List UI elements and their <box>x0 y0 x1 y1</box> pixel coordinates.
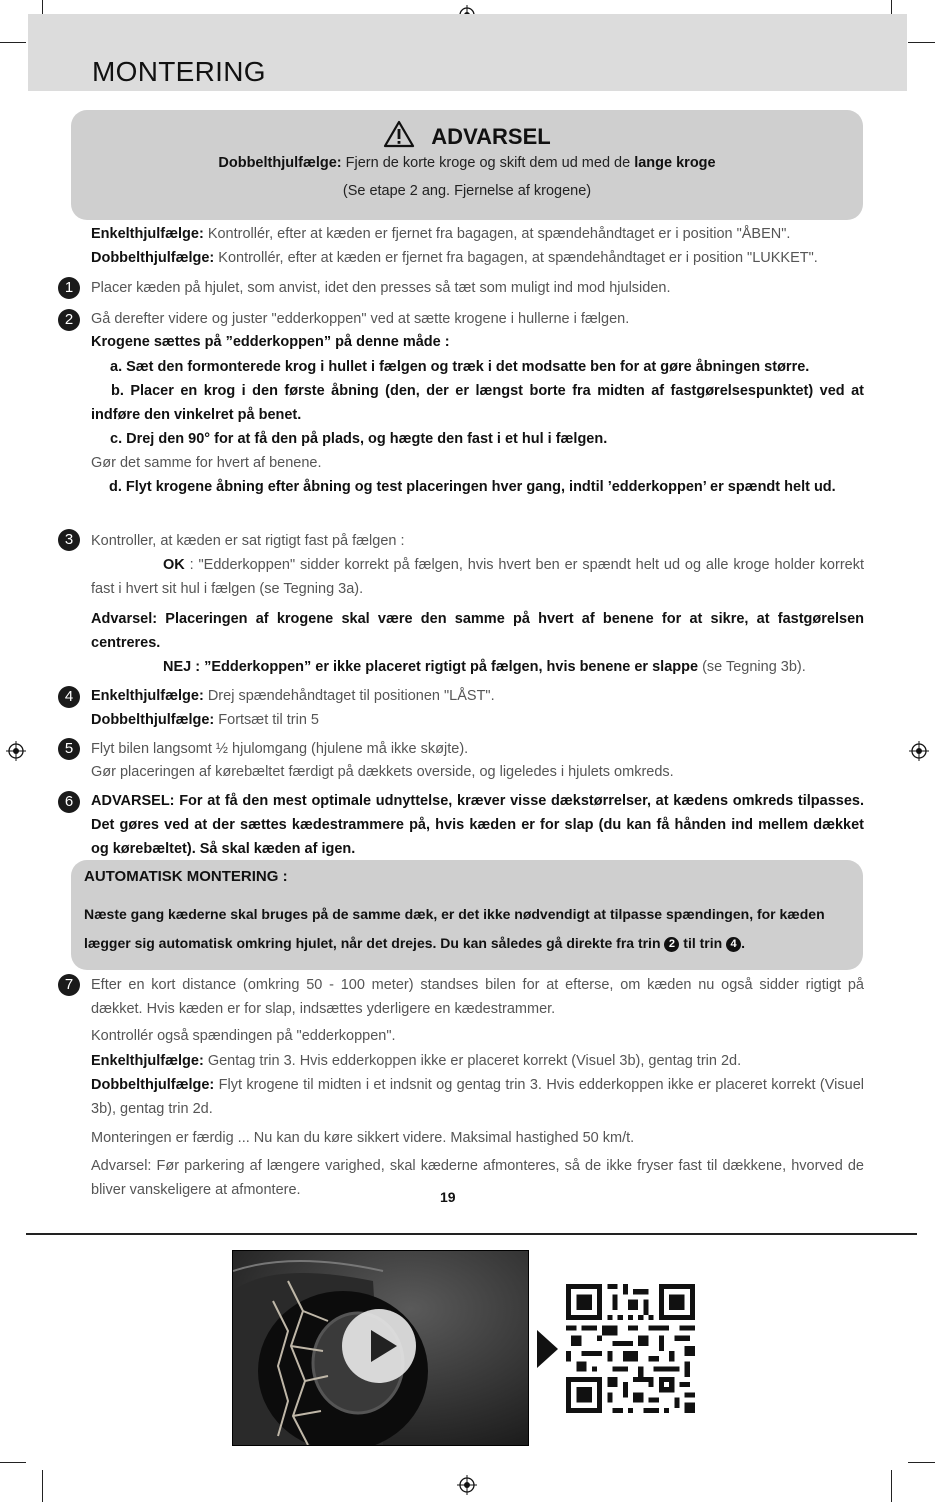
step-7-single-text: Gentag trin 3. Hvis edderkoppen ikke er placeret korrekt (Visuel 3b), gentag trin 2d. <box>203 1053 742 1069</box>
step-4-single-label: Enkelthjulfælge: <box>91 688 204 704</box>
step-number-4: 4 <box>58 686 80 708</box>
auto-mount-title: AUTOMATISK MONTERING : <box>84 868 288 885</box>
intro-single-label: Enkelthjulfælge: <box>91 226 204 242</box>
step-3-text: Kontroller, at kæden er sat rigtigt fast på fælgen : <box>91 533 405 549</box>
crop-mark <box>0 1462 26 1463</box>
step-2-text: Gå derefter videre og juster "edderkoppen" ved at sætte krogene i hullerne i fælgen. <box>91 311 630 327</box>
divider <box>26 1233 917 1235</box>
step-2d: d. Flyt krogene åbning efter åbning og test placeringen hver gang, indtil ’edderkoppen’ er spændt helt ud. <box>109 479 836 495</box>
step-3-ok <box>91 553 864 601</box>
ok-label: OK <box>163 557 185 573</box>
intro-double-text: Kontrollér, efter at kæden er fjernet fra bagagen, at spændehåndtaget er i position "LUKKET". <box>214 250 818 266</box>
nej-label: NEJ : ”Edderkoppen” er ikke placeret rigtigt på fælgen, hvis benene er slappe <box>163 659 699 675</box>
ok-text: : "Edderkoppen" sidder korrekt på fælgen, hvis hvert ben er spændt helt ud og alle kroge holder korrekt fast i hvert sit hul i fælgen (se Tegning 3a). <box>91 557 864 597</box>
step-number-5: 5 <box>58 738 80 760</box>
step-7-double-label: Dobbelthjulfælge: <box>91 1077 215 1093</box>
arrow-right-icon <box>537 1330 558 1368</box>
warning-heading-text: ADVARSEL <box>431 124 551 149</box>
step-number-7: 7 <box>58 974 80 996</box>
intro-single-text: Kontrollér, efter at kæden er fjernet fra bagagen, at spændehåndtaget er i position "ÅBEN". <box>203 226 791 242</box>
page-number: 19 <box>440 1189 456 1205</box>
crop-mark <box>891 1470 892 1502</box>
registration-mark-icon <box>457 1475 477 1495</box>
warning-emphasis: lange kroge <box>634 155 716 171</box>
qr-code[interactable] <box>566 1284 695 1413</box>
crop-mark <box>0 42 26 43</box>
step-2b: b. Placer en krog i den første åbning (den, der er længst borte fra midten af fastgørelsespunktet) ved at indføre den vinkelret på benet. <box>91 383 864 423</box>
step-4-double <box>91 708 864 732</box>
step-4-single <box>91 684 864 708</box>
crop-mark <box>908 42 935 43</box>
step-5-line-1: Flyt bilen langsomt ½ hjulomgang (hjulene må ikke skøjte). <box>91 741 469 757</box>
play-icon[interactable] <box>341 1308 417 1384</box>
warning-heading <box>71 120 863 150</box>
crop-mark <box>908 1462 935 1463</box>
intro-double <box>91 246 864 270</box>
step-2a: a. Sæt den formonterede krog i hullet i fælgen og træk i det modsatte ben for at gøre åbningen større. <box>110 359 810 375</box>
step-4-double-text: Fortsæt til trin 5 <box>214 712 319 728</box>
warning-triangle-icon <box>383 120 415 148</box>
step-6-text: ADVARSEL: For at få den mest optimale udnyttelse, kræver visse dækstørrelser, at kædens omkreds tilpasses. Det gøres ved at der sættes kædestrammere på, hvis kæden er for slap (du kan få hånden ind mellem dækket og kørebæltet). Så skal kæden af igen. <box>91 793 864 857</box>
step-7-done: Monteringen er færdig ... Nu kan du køre sikkert videre. Maksimal hastighed 50 km/t. <box>91 1130 635 1146</box>
warning-line-2: (Se etape 2 ang. Fjernelse af krogene) <box>342 183 592 199</box>
step-2-same: Gør det samme for hvert af benene. <box>91 455 322 471</box>
page-title: MONTERING <box>92 56 266 87</box>
step-1-text: Placer kæden på hjulet, som anvist, idet den presses så tæt som muligt ind mod hjulsiden. <box>91 280 671 296</box>
step-number-3: 3 <box>58 529 80 551</box>
step-5-line-2: Gør placeringen af kørebæltet færdigt på dækkets overside, og ligeledes i hjulets omkreds. <box>91 764 674 780</box>
step-4-single-text: Drej spændehåndtaget til positionen "LÅST". <box>203 688 495 704</box>
registration-mark-icon <box>909 741 929 761</box>
auto-mount-text <box>84 900 859 958</box>
warning-box <box>71 110 863 220</box>
intro-double-label: Dobbelthjulfælge: <box>91 250 215 266</box>
step-7-double-text: Flyt krogene til midten i et indsnit og gentag trin 3. Hvis edderkoppen ikke er placeret korrekt (Visuel 3b), gentag trin 2d. <box>91 1077 864 1117</box>
step-7-text: Efter en kort distance (omkring 50 - 100 meter) standses bilen for at efterse, om kæden nu også sidder rigtigt på dækket. Hvis kæden er for slap, indsættes yderligere en kædestrammer. <box>91 977 864 1017</box>
step-7-control: Kontrollér også spændingen på "edderkoppen". <box>91 1028 396 1044</box>
step-number-1: 1 <box>58 277 80 299</box>
auto-mount-box <box>71 860 863 970</box>
step-7-double <box>91 1073 864 1121</box>
intro-single <box>91 222 864 246</box>
step-7-single-label: Enkelthjulfælge: <box>91 1053 204 1069</box>
warning-label: Dobbelthjulfælge: <box>218 155 342 171</box>
nej-text: (se Tegning 3b). <box>698 659 806 675</box>
step-3-warning: Advarsel: Placeringen af krogene skal være den samme på hvert af benene for at sikre, at fastgørelsen centreres. <box>91 611 864 651</box>
step-3-nej <box>91 655 864 679</box>
auto-mount-mid: til trin <box>679 935 727 951</box>
step-number-6: 6 <box>58 791 80 813</box>
step-number-2: 2 <box>58 309 80 331</box>
video-thumbnail[interactable] <box>232 1250 529 1446</box>
warning-line-1 <box>71 155 863 171</box>
registration-mark-icon <box>6 741 26 761</box>
step-7-single <box>91 1049 864 1073</box>
warning-text: Fjern de korte kroge og skift dem ud med de <box>341 155 635 171</box>
step-7-advarsel: Advarsel: Før parkering af længere varighed, skal kæderne afmonteres, så de ikke fryser fast til dækkene, hvorved de bliver vanskeligere at afmontere. <box>91 1158 864 1198</box>
auto-mount-end: . <box>741 935 745 951</box>
step-ref-4: 4 <box>726 937 741 952</box>
step-4-double-label: Dobbelthjulfælge: <box>91 712 215 728</box>
crop-mark <box>42 1470 43 1502</box>
step-2c: c. Drej den 90° for at få den på plads, og hægte den fast i et hul i fælgen. <box>110 431 608 447</box>
step-2-subheading: Krogene sættes på ”edderkoppen” på denne måde : <box>91 334 450 350</box>
auto-mount-body: Næste gang kæderne skal bruges på de samme dæk, er det ikke nødvendigt at tilpasse spændingen, for kæden lægger sig automatisk omkring hjulet, når det drejes. Du kan således gå direkte fra trin <box>84 906 825 951</box>
step-ref-2: 2 <box>664 937 679 952</box>
